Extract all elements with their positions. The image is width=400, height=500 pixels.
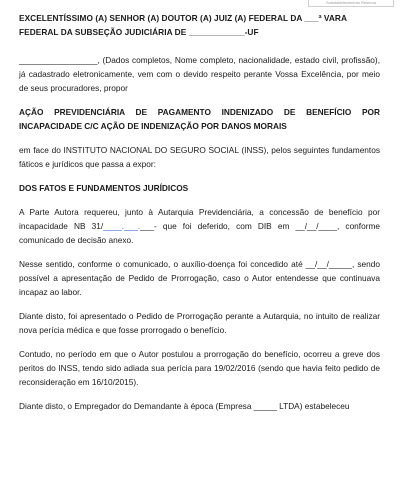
nb-number-link[interactable]: ____.___. <box>103 221 141 231</box>
paragraph-1-before: A Parte Autora requereu, junto à Autarquia Previdenciária, a concessão de benefício por incapacidade NB 31/ <box>19 207 380 231</box>
paragraph-5: Diante disto, o Empregador do Demandante à época (Empresa _____ LTDA) estabeleceu <box>19 401 350 411</box>
court-header <box>19 11 380 39</box>
top-bar <box>0 0 400 6</box>
against-paragraph: em face do INSTITUTO NACIONAL DO SEGURO SOCIAL (INSS), pelos seguintes fundamentos fáticos e jurídicos que passa a expor: <box>19 145 380 169</box>
paragraph-4: Contudo, no período em que o Autor postulou a prorrogação do benefício, ocorreu a greve dos peritos do INSS, tendo sido adiada sua perícia para 19/02/2016 (sendo que havia feito pedido de reconsideração em 16/10/2015). <box>19 349 380 387</box>
paragraph-3: Diante disto, foi apresentado o Pedido de Prorrogação perante a Autarquia, no intuito de realizar nova perícia médica e que fosse prorrogado o benefício. <box>19 311 380 335</box>
action-title: AÇÃO PREVIDENCIÁRIA DE PAGAMENTO INDENIZADO DE BENEFÍCIO POR INCAPACIDADE C/C AÇÃO DE INDENIZAÇÃO POR DANOS MORAIS <box>19 107 380 131</box>
document-page <box>19 11 380 413</box>
section-title: DOS FATOS E FUNDAMENTOS JURÍDICOS <box>19 183 189 193</box>
court-header-line2: FEDERAL DA SUBSEÇÃO JUDICIÁRIA DE ____________-UF <box>19 27 259 37</box>
paragraph-1 <box>19 205 380 247</box>
intro-paragraph: _________________, (Dados completos, Nome completo, nacionalidade, estado civil, profissão), já cadastrado eletronicamente, vem com o devido respeito perante Vossa Excelência, por meio de seus procuradores, propor <box>19 55 380 93</box>
paragraph-2: Nesse sentido, conforme o comunicado, o auxílio-doença foi concedido até __/__/_____, sendo possível a apresentação de Pedido de Prorrogação, caso o Autor entendesse que continuava incapaz ao labor. <box>19 259 380 297</box>
paragraph-1-after: ___- que foi deferido, com DIB em __/__/____, conforme comunicado de decisão anexo. <box>19 221 380 245</box>
top-tag: Substabelecimento Reserva <box>308 0 394 7</box>
court-header-line1: EXCELENTÍSSIMO (A) SENHOR (A) DOUTOR (A) JUIZ (A) FEDERAL DA ___ª VARA <box>19 13 348 23</box>
